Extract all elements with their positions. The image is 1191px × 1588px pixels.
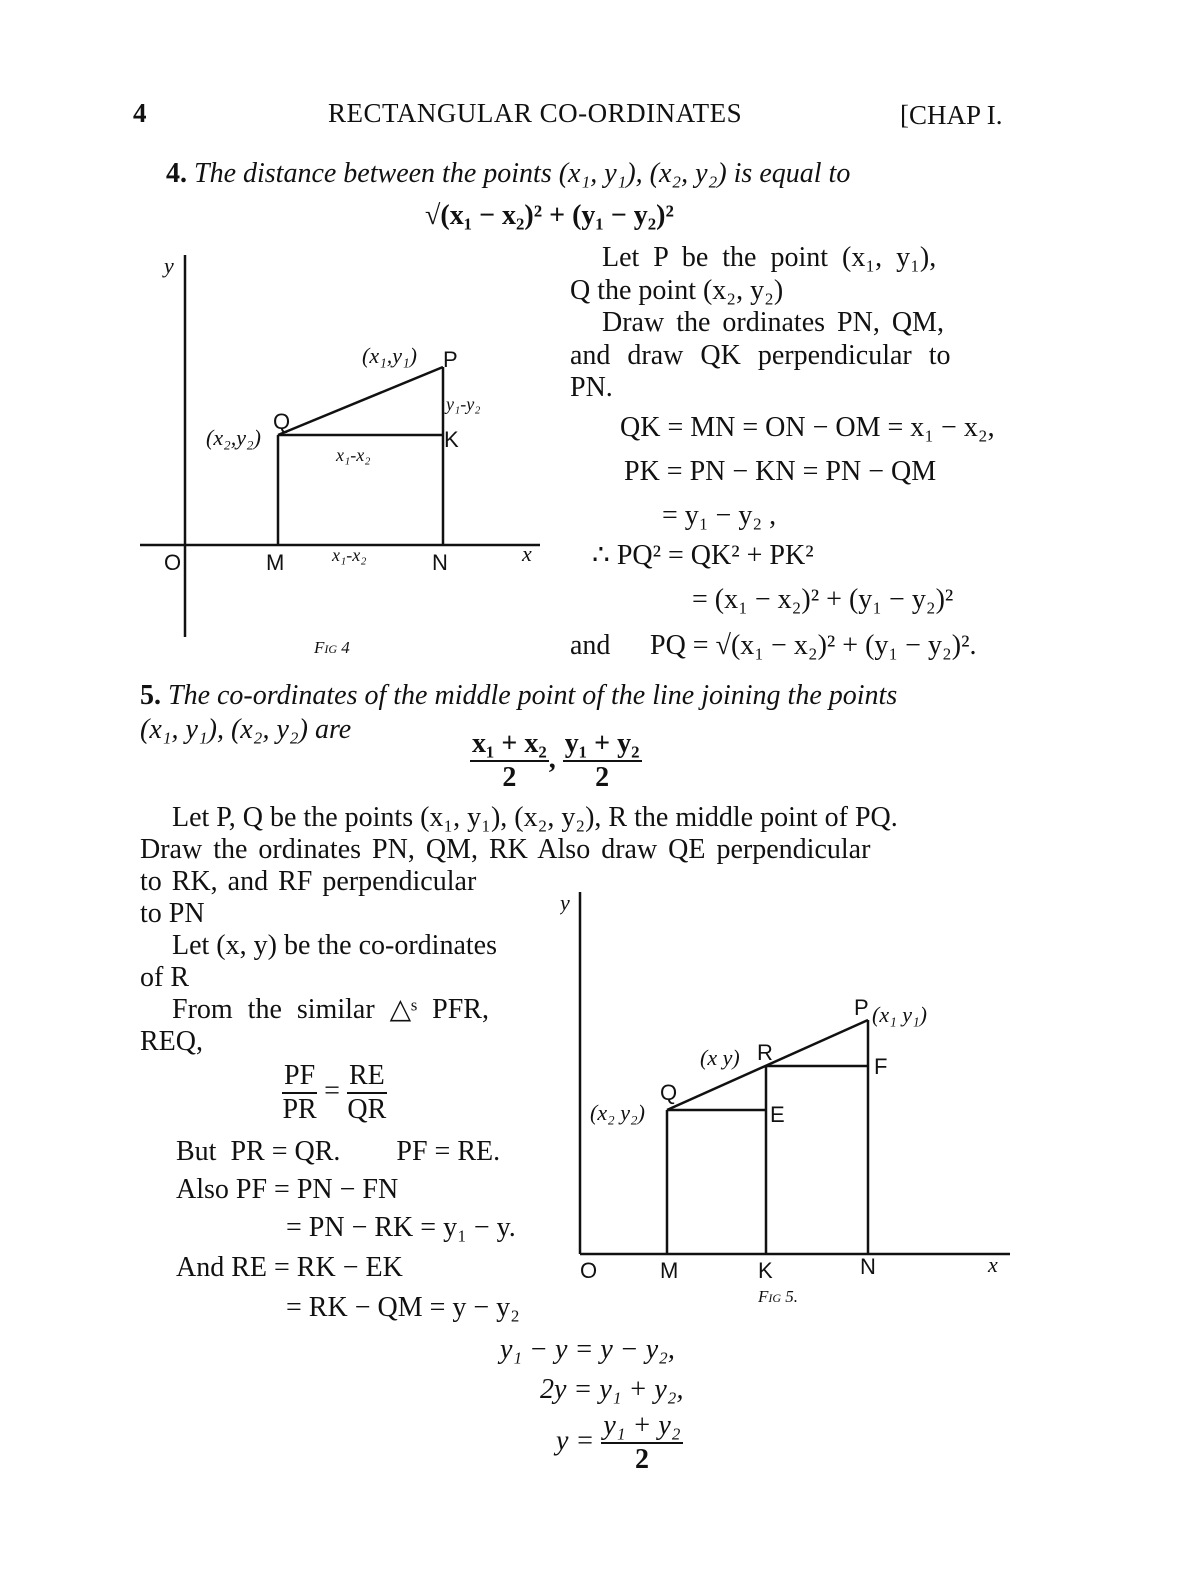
- figure-4: [130, 245, 550, 665]
- fig5-label-r-coords: (x y): [700, 1045, 740, 1070]
- sec5-also-2: = PN − RK = y₁ − y.: [286, 1212, 516, 1243]
- sec5-left-4: of R: [140, 962, 189, 993]
- fig5-label-y: y: [560, 890, 570, 915]
- section-5-statement-2: (x₁, y₁), (x₂, y₂) are: [140, 714, 352, 745]
- sec4-line-3: Draw the ordinates PN, QM,: [602, 307, 944, 338]
- sec5-result-3-den: 2: [634, 1444, 649, 1475]
- midpoint-y: [563, 728, 642, 794]
- sec4-line-4: and draw QK perpendicular to: [570, 340, 951, 371]
- ratio-left-den: PR: [282, 1094, 317, 1125]
- sec5-left-2: to PN: [140, 898, 205, 929]
- fig4-label-q: Q: [273, 409, 291, 434]
- sec4-eq-6: PQ = √(x₁ − x₂)² + (y₁ − y₂)².: [650, 630, 977, 661]
- midpoint-y-denominator: 2: [595, 762, 610, 793]
- sec4-eq-4: ∴ PQ² = QK² + PK²: [592, 540, 814, 571]
- fig5-label-r: R: [757, 1040, 773, 1065]
- running-title: RECTANGULAR CO-ORDINATES: [328, 98, 743, 128]
- fig4-label-q-coords: (x₂,y₂): [206, 425, 261, 450]
- fig5-label-p: P: [854, 995, 869, 1020]
- ratio-left-num: PF: [282, 1060, 317, 1094]
- ratio-right: [347, 1060, 387, 1126]
- midpoint-x: [470, 728, 549, 794]
- fig4-label-mn: x₁-x₂: [332, 545, 367, 565]
- section-5-heading: [140, 680, 897, 712]
- fig4-label-qk: x₁-x₂: [336, 445, 371, 465]
- fig5-label-m: M: [660, 1258, 679, 1283]
- figure-5: [560, 880, 1010, 1310]
- sec4-eq-6-and: and: [570, 630, 611, 661]
- chapter-label: [CHAP I.: [900, 100, 1003, 130]
- sec5-result-1: y₁ − y = y − y₂,: [500, 1334, 675, 1365]
- fig5-label-x: x: [988, 1252, 998, 1277]
- fig5-label-f: F: [874, 1054, 888, 1079]
- fig4-label-k: K: [444, 427, 459, 452]
- fig4-label-x: x: [522, 541, 532, 566]
- fig5-label-q-coords: (x₂ y₂): [590, 1100, 645, 1125]
- section-5-statement-1: The co-ordinates of the middle point of the line joining the points: [168, 680, 898, 711]
- sec5-and-1: And RE = RK − EK: [176, 1252, 403, 1283]
- fig4-label-origin: O: [164, 550, 182, 575]
- midpoint-x-numerator: x₁ + x₂: [470, 728, 549, 762]
- ratio-right-num: RE: [347, 1060, 387, 1094]
- sec5-left-3: Let (x, y) be the co-ordinates: [172, 930, 497, 961]
- ratio-equation: $\frac{PF}{PR}$ = $\frac{RE}{QR}$: [282, 1060, 387, 1125]
- sec5-result-3: [556, 1410, 683, 1476]
- sec5-line-1: Let P, Q be the points (x₁, y₁), (x₂, y₂), R the middle point of PQ.: [172, 802, 898, 833]
- fig5-label-n: N: [860, 1254, 876, 1279]
- fig4-label-p-coords: (x₁,y₁): [362, 343, 417, 368]
- fig5-label-k: K: [758, 1258, 773, 1283]
- sec4-line-5: PN.: [570, 372, 613, 403]
- sec5-also-1: Also PF = PN − FN: [176, 1174, 399, 1205]
- sec4-eq-3: = y₁ − y₂ ,: [662, 500, 777, 531]
- sec4-eq-1: QK = MN = ON − OM = x₁ − x₂,: [620, 412, 995, 443]
- midpoint-y-numerator: y₁ + y₂: [563, 728, 642, 762]
- fig4-label-m: M: [266, 550, 285, 575]
- fig4-label-y: y: [164, 253, 174, 278]
- sec5-result-3-lhs: y =: [556, 1425, 595, 1457]
- sec5-line-2: Draw the ordinates PN, QM, RK Also draw QE perpendicular: [140, 834, 871, 865]
- sec4-line-2: Q the point (x₂, y₂): [570, 275, 784, 306]
- ratio-right-den: QR: [347, 1094, 387, 1125]
- sec4-eq-5: = (x₁ − x₂)² + (y₁ − y₂)²: [692, 584, 954, 615]
- fig4-line-qp: [278, 367, 443, 435]
- fig5-label-e: E: [770, 1102, 785, 1127]
- sec5-result-2: 2y = y₁ + y₂,: [540, 1374, 684, 1405]
- fig5-caption: Fig 5.: [758, 1287, 799, 1306]
- distance-formula: √(x₁ − x₂)² + (y₁ − y₂)²: [425, 200, 674, 231]
- sec5-and-2: = RK − QM = y − y₂: [286, 1292, 520, 1323]
- page-number: 4: [133, 98, 147, 128]
- sec5-left-6: REQ,: [140, 1026, 203, 1057]
- fig5-label-p-coords: (x₁ y₁): [872, 1002, 927, 1027]
- fig4-label-n: N: [432, 550, 448, 575]
- fig4-caption: Fig 4: [314, 638, 350, 657]
- sec4-eq-2: PK = PN − KN = PN − QM: [624, 456, 937, 487]
- section-4-number: 4.: [166, 158, 187, 189]
- section-4-statement: The distance between the points (x₁, y₁), (x₂, y₂) is equal to: [194, 158, 851, 189]
- ratio-left: [282, 1060, 317, 1126]
- sec5-result-3-frac: [601, 1410, 682, 1476]
- sec4-line-1: Let P be the point (x₁, y₁),: [602, 242, 937, 273]
- fig5-label-q: Q: [660, 1080, 678, 1105]
- fig4-label-p: P: [443, 347, 458, 372]
- sec5-left-1: to RK, and RF perpendicular: [140, 866, 477, 897]
- midpoint-formula: $\frac{\text{x₁ + x₂}}{2}$ , $\frac{\text{y₁ + y₂}}{2}$: [472, 728, 640, 793]
- section-4-heading: [166, 158, 850, 190]
- section-5-number: 5.: [140, 680, 161, 711]
- sec5-but: But PR = QR. PF = RE.: [176, 1136, 501, 1167]
- fig4-label-pk: y₁-y₂: [446, 394, 481, 414]
- sec5-left-5: From the similar △ˢ PFR,: [172, 994, 489, 1025]
- midpoint-x-denominator: 2: [502, 762, 517, 793]
- fig5-label-origin: O: [580, 1258, 598, 1283]
- sec5-result-3-num: y₁ + y₂: [601, 1410, 682, 1444]
